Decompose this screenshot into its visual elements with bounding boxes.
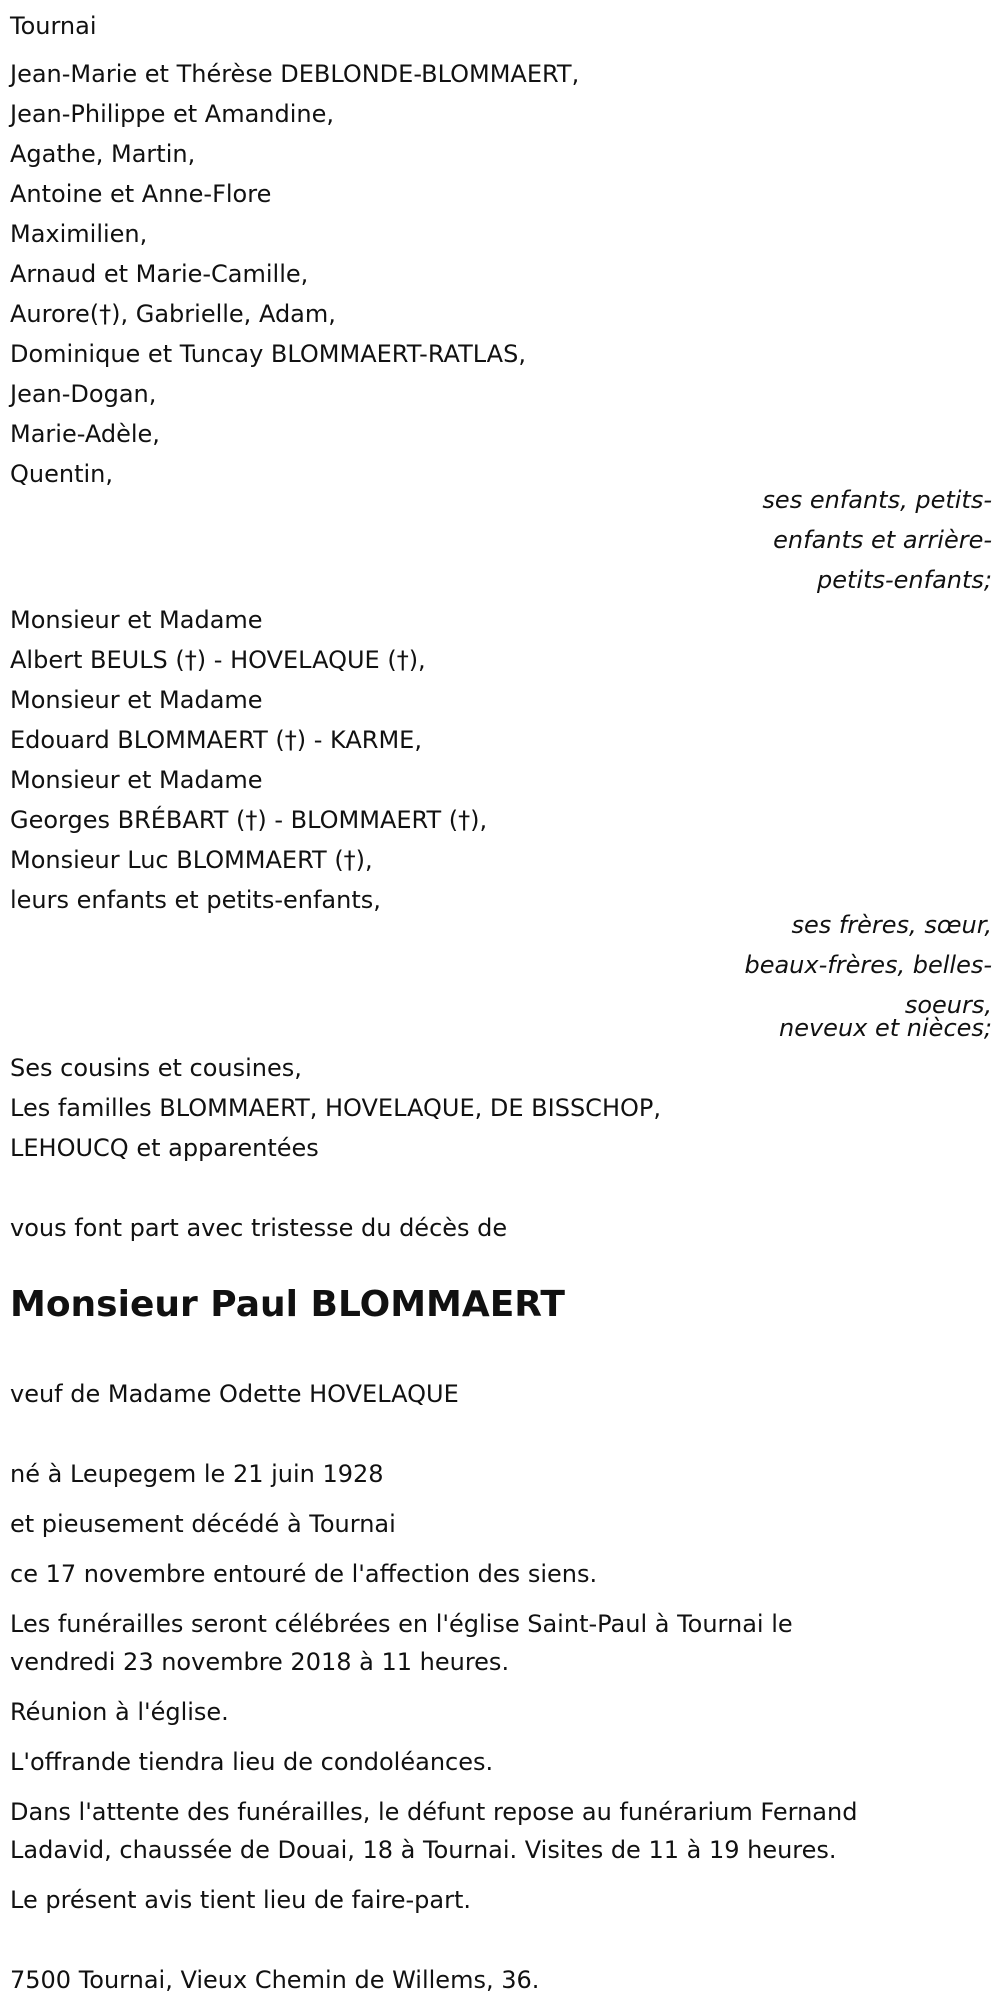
family-line: Jean-Dogan,	[10, 380, 157, 408]
family-line: Dominique et Tuncay BLOMMAERT-RATLAS,	[10, 340, 526, 368]
place-heading: Tournai	[10, 12, 97, 40]
relation-line: ses enfants, petits-	[762, 486, 992, 514]
family-line: Marie-Adèle,	[10, 420, 160, 448]
relation-line: neveux et nièces;	[779, 1014, 992, 1042]
relation-line: enfants et arrière-	[773, 526, 992, 554]
detail-line: et pieusement décédé à Tournai	[10, 1510, 396, 1538]
deceased-name: Monsieur Paul BLOMMAERT	[10, 1284, 565, 1325]
detail-line: Réunion à l'église.	[10, 1698, 229, 1726]
family-line: Maximilien,	[10, 220, 148, 248]
family-line: Antoine et Anne-Flore	[10, 180, 272, 208]
family-line: Arnaud et Marie-Camille,	[10, 260, 309, 288]
family-line: Quentin,	[10, 460, 113, 488]
family-line: Edouard BLOMMAERT (†) - KARME,	[10, 726, 422, 754]
family-line: Ses cousins et cousines,	[10, 1054, 302, 1082]
family-line: Albert BEULS (†) - HOVELAQUE (†),	[10, 646, 426, 674]
detail-line: Ladavid, chaussée de Douai, 18 à Tournai. Visites de 11 à 19 heures.	[10, 1836, 837, 1864]
detail-line: vendredi 23 novembre 2018 à 11 heures.	[10, 1648, 510, 1676]
detail-line: L'offrande tiendra lieu de condoléances.	[10, 1748, 494, 1776]
relation-line: ses frères, sœur,	[791, 911, 992, 939]
address-line: 7500 Tournai, Vieux Chemin de Willems, 36.	[10, 1966, 540, 1994]
announcement-text: vous font part avec tristesse du décès de	[10, 1214, 508, 1242]
relation-line: beaux-frères, belles-	[744, 951, 992, 979]
relation-line: petits-enfants;	[817, 566, 992, 594]
family-line: Monsieur et Madame	[10, 766, 263, 794]
family-line: LEHOUCQ et apparentées	[10, 1134, 319, 1162]
family-line: Monsieur et Madame	[10, 606, 263, 634]
detail-line: ce 17 novembre entouré de l'affection des siens.	[10, 1560, 598, 1588]
family-line: Monsieur Luc BLOMMAERT (†),	[10, 846, 373, 874]
family-line: Aurore(†), Gabrielle, Adam,	[10, 300, 336, 328]
detail-line: Le présent avis tient lieu de faire-part.	[10, 1886, 472, 1914]
detail-line: Les funérailles seront célébrées en l'église Saint-Paul à Tournai le	[10, 1610, 793, 1638]
family-line: Monsieur et Madame	[10, 686, 263, 714]
family-line: leurs enfants et petits-enfants,	[10, 886, 381, 914]
relation-line: soeurs,	[904, 991, 992, 1019]
family-line: Jean-Philippe et Amandine,	[10, 100, 334, 128]
spouse-line: veuf de Madame Odette HOVELAQUE	[10, 1380, 459, 1408]
detail-line: Dans l'attente des funérailles, le défunt repose au funérarium Fernand	[10, 1798, 858, 1826]
family-line: Georges BRÉBART (†) - BLOMMAERT (†),	[10, 806, 488, 834]
family-line: Les familles BLOMMAERT, HOVELAQUE, DE BISSCHOP,	[10, 1094, 661, 1122]
family-line: Jean-Marie et Thérèse DEBLONDE-BLOMMAERT,	[10, 60, 580, 88]
detail-line: né à Leupegem le 21 juin 1928	[10, 1460, 384, 1488]
family-line: Agathe, Martin,	[10, 140, 196, 168]
